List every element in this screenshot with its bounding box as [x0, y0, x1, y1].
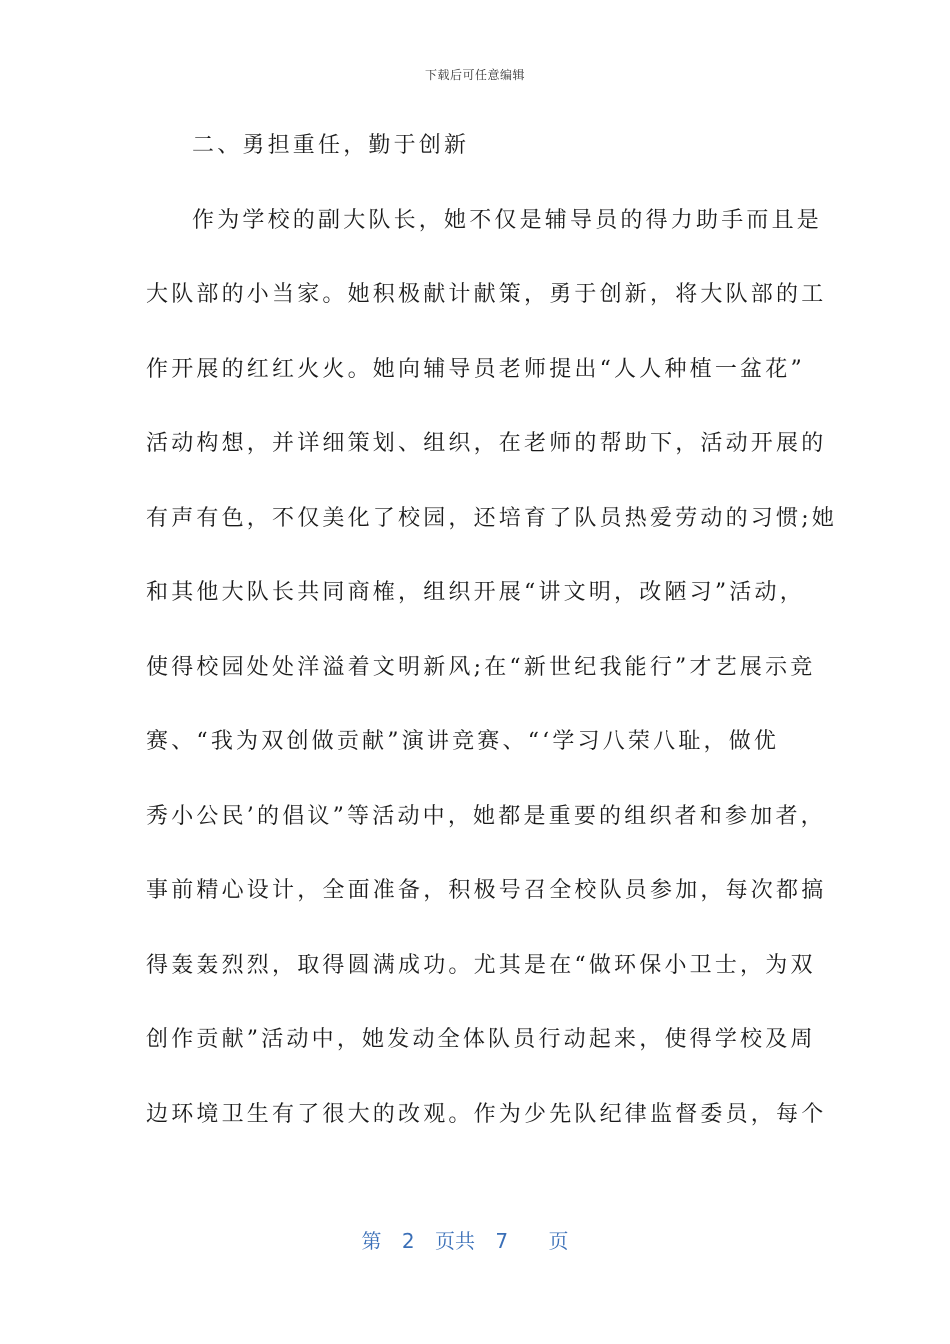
document-body — [146, 124, 838, 1167]
paragraph-line: 和其他大队长共同商榷，组织开展“讲文明，改陋习”活动， — [146, 580, 805, 605]
paragraph-line: 秀小公民’的倡议”等活动中，她都是重要的组织者和参加者， — [146, 803, 826, 829]
paragraph-line: 作为学校的副大队长，她不仅是辅导员的得力助手而且是 — [192, 207, 823, 233]
paragraph-line: 得轰轰烈烈，取得圆满成功。尤其是在“做环保小卫士，为双 — [146, 952, 816, 978]
page-header-note: 下载后可任意编辑 — [424, 68, 525, 82]
total-pages-number: 7 — [495, 1229, 509, 1253]
paragraph-line: 创作贡献”活动中，她发动全体队员行动起来，使得学校及周 — [146, 1027, 816, 1052]
paragraph-line: 作开展的红红火火。她向辅导员老师提出“人人种植一盆花” — [146, 356, 805, 382]
paragraph-line: 事前精心设计，全面准备，积极号召全校队员参加，每次都搞 — [146, 878, 827, 903]
paragraph-line: 边环境卫生有了很大的改观。作为少先队纪律监督委员，每个 — [146, 1101, 827, 1127]
footer-ye-gong-label: 页共 — [435, 1229, 475, 1253]
current-page-number: 2 — [401, 1229, 415, 1253]
section-heading: 二、勇担重任，勤于创新 — [192, 133, 470, 158]
paragraph-line: 赛、“我为双创做贡献”演讲竞赛、“‘学习八荣八耻，做优 — [146, 729, 780, 754]
paragraph-line: 活动构想，并详细策划、组织，在老师的帮助下，活动开展的 — [146, 431, 827, 456]
footer-ye-label: 页 — [548, 1229, 569, 1253]
page-footer — [0, 1225, 950, 1254]
paragraph-line: 有声有色，不仅美化了校园，还培育了队员热爱劳动的习惯;她 — [146, 505, 838, 531]
paragraph-line: 大队部的小当家。她积极献计献策，勇于创新，将大队部的工 — [146, 282, 827, 307]
paragraph-line: 使得校园处处洋溢着文明新风;在“新世纪我能行”才艺展示竞 — [146, 654, 816, 680]
footer-di-label: 第 — [361, 1229, 382, 1253]
